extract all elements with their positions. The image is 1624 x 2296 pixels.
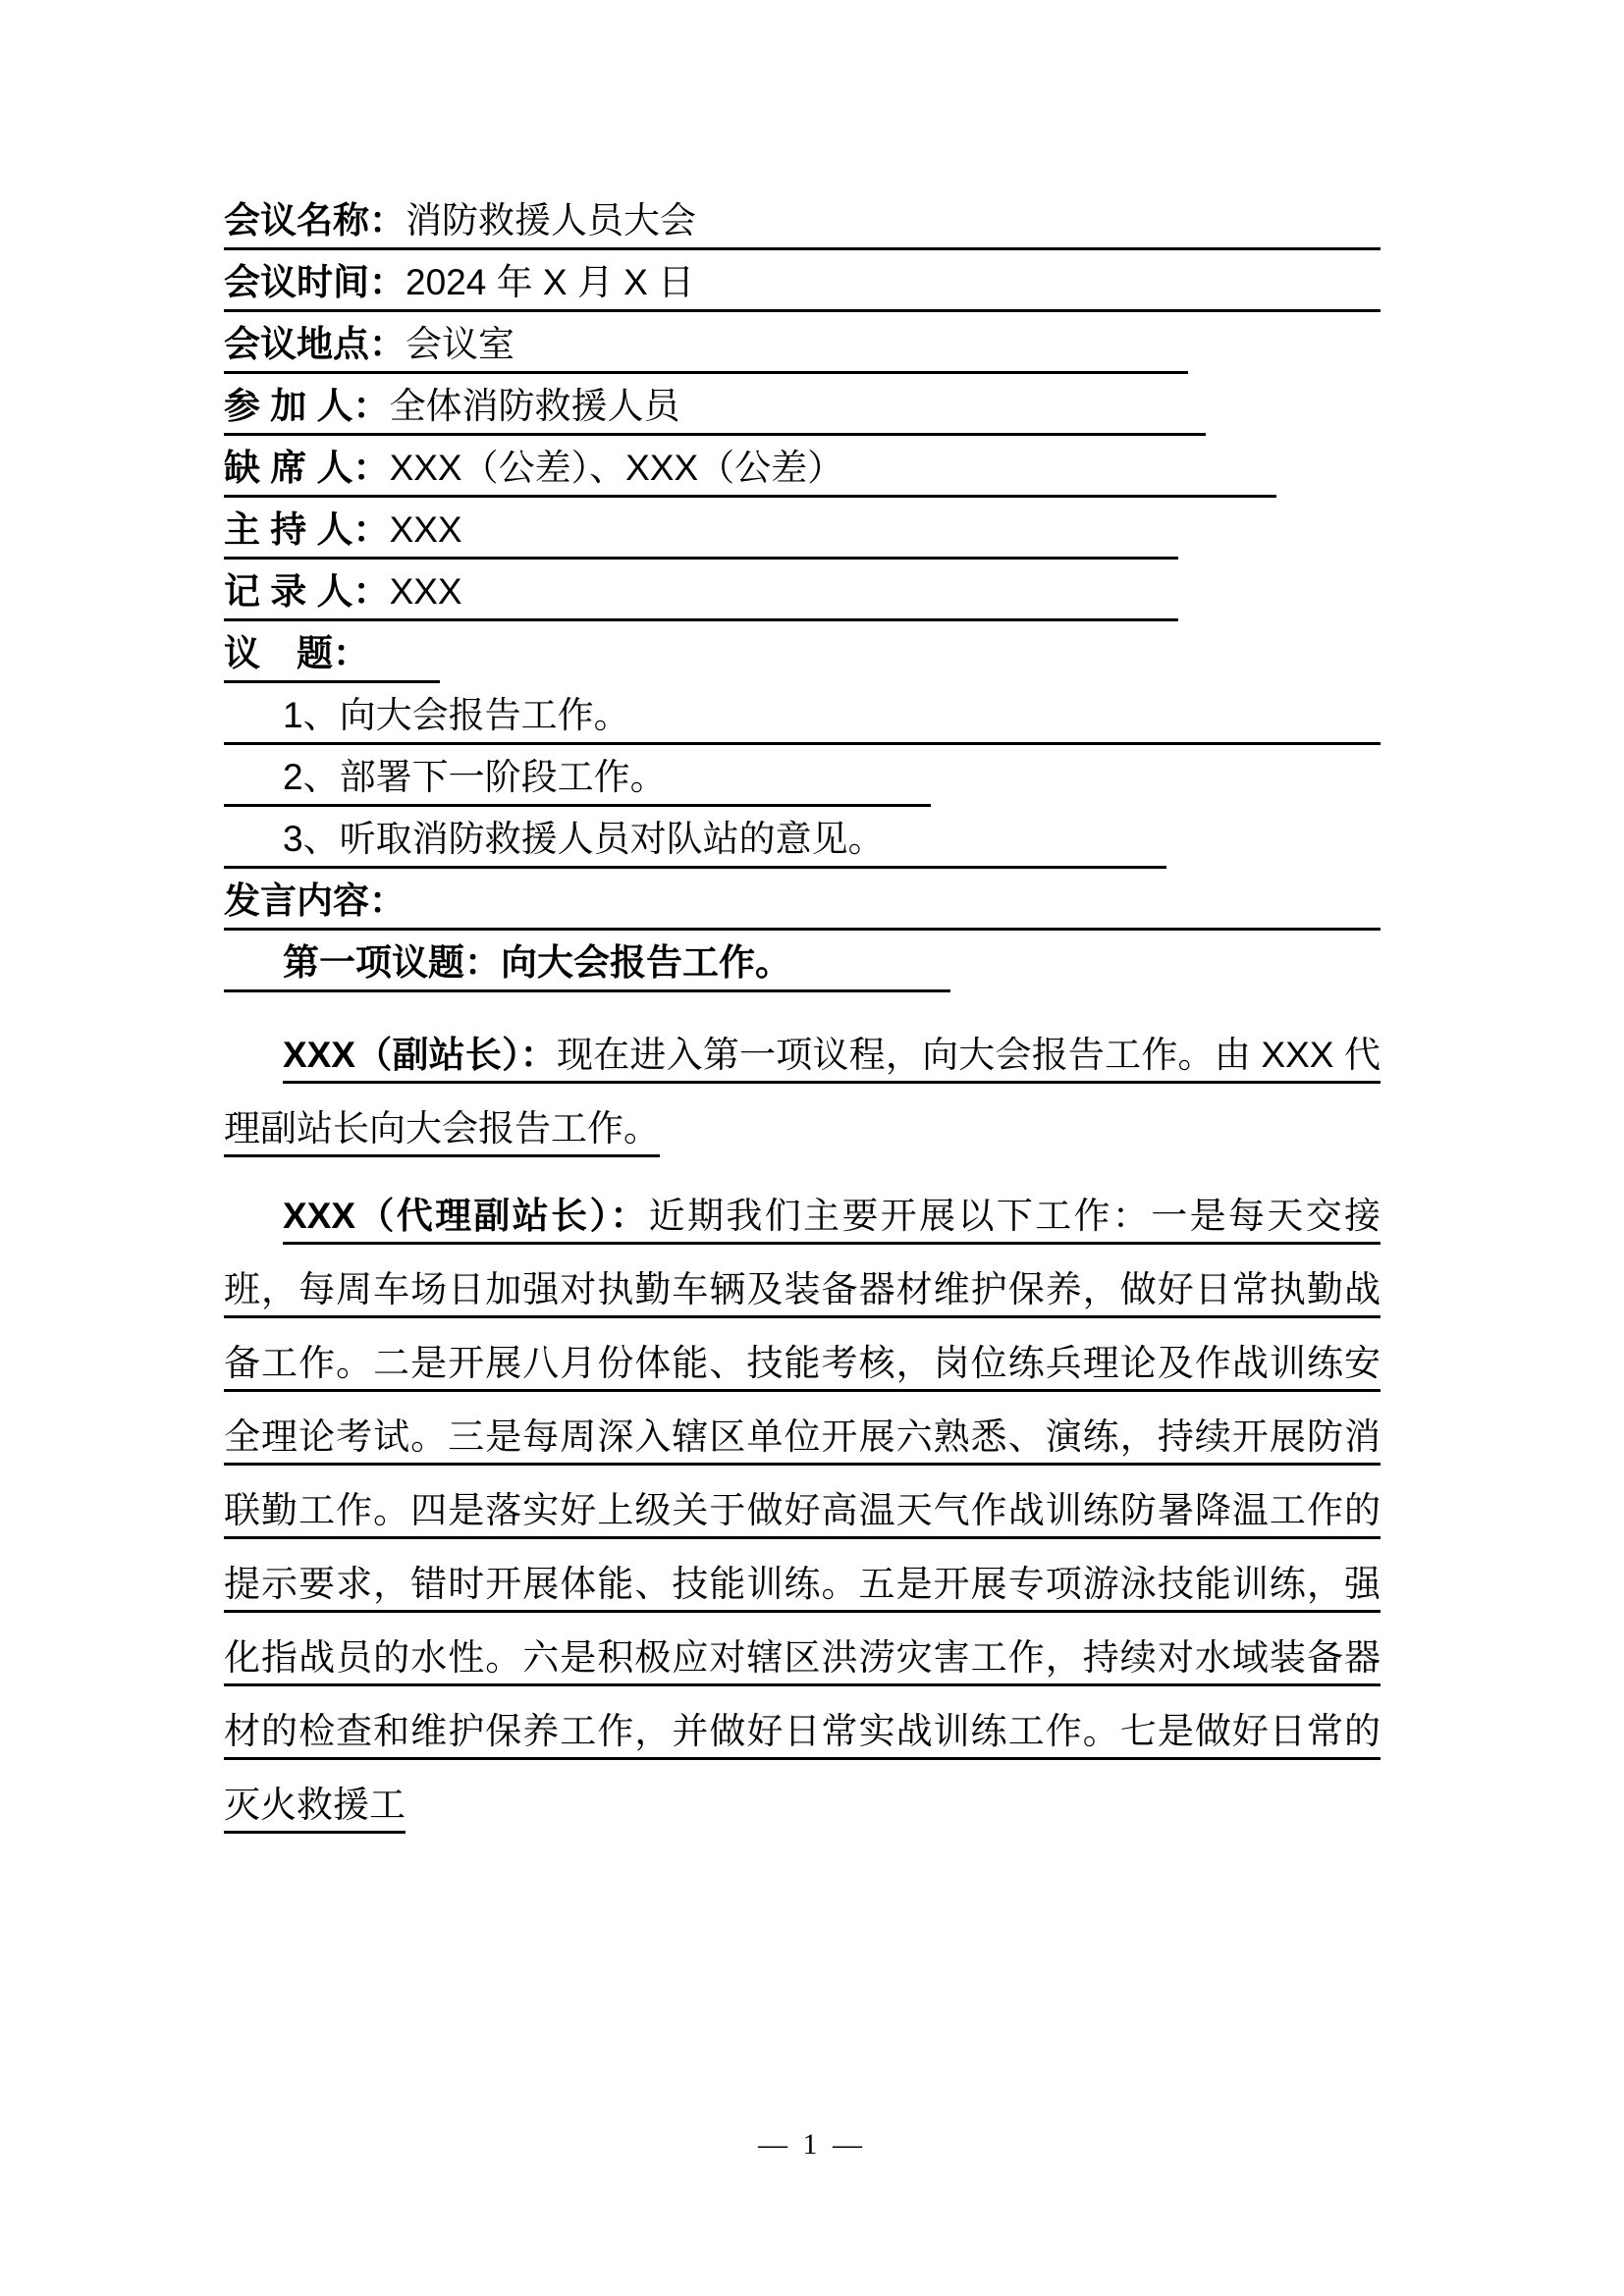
agenda-item-underline <box>224 697 1380 745</box>
speech-text: 现在进入第一项议程，向大会报告工作。由 XXX 代理副站长向大会报告工作。 <box>224 1035 1380 1148</box>
field-underline <box>224 573 1178 621</box>
field-attendees <box>224 388 1451 436</box>
field-value: 2024 年 X 月 X 日 <box>406 262 695 302</box>
speech-text: 近期我们主要开展以下工作：一是每天交接班，每周车场日加强对执勤车辆及装备器材维护保养，做好日常执勤战备工作。二是开展八月份体能、技能考核，岗位练兵理论及作战训练安全理论考试。三是每周深入辖区单位开展六熟悉、演练，持续开展防消联勤工作。四是落实好上级关于做好高温天气作战训练防暑降温工作的提示要求，错时开展体能、技能训练。五是开展专项游泳技能训练，强化指战员的水性。六是积极应对辖区洪涝灾害工作，持续对水域装备器材的检查和维护保养工作，并做好日常实战训练工作。七是做好日常的灭火救援工 <box>224 1196 1380 1825</box>
document-content <box>224 202 1451 1842</box>
agenda-heading-label: 议 题： <box>224 633 369 673</box>
field-label: 会议名称： <box>224 200 406 240</box>
speech-speaker: XXX（代理副站长）： <box>283 1196 649 1236</box>
field-underline <box>224 450 1276 498</box>
agenda-item-underline <box>224 759 931 807</box>
page-number: — 1 — <box>758 2128 866 2161</box>
agenda-item-text: 1、向大会报告工作。 <box>283 695 630 735</box>
field-underline <box>224 264 1380 312</box>
field-label: 缺 席 人： <box>224 448 390 488</box>
speech-speaker: XXX（副站长）： <box>283 1035 557 1075</box>
field-label: 主 持 人： <box>224 509 390 550</box>
spacer <box>224 1165 1451 1179</box>
agenda-item-text: 2、部署下一阶段工作。 <box>283 757 667 797</box>
field-host <box>224 511 1451 560</box>
speech-entry <box>224 1179 1380 1842</box>
field-meeting-time <box>224 264 1451 312</box>
agenda-item <box>224 759 1451 807</box>
field-value: 全体消防救援人员 <box>389 386 680 426</box>
agenda-heading <box>224 635 1451 683</box>
field-value: 会议室 <box>406 324 514 364</box>
field-label: 会议地点： <box>224 324 406 364</box>
field-value: XXX <box>389 509 462 550</box>
field-absentees <box>224 450 1451 498</box>
speech-topic-heading <box>224 944 1451 992</box>
field-value: XXX <box>389 571 462 612</box>
agenda-item <box>224 697 1451 745</box>
field-underline <box>224 326 1188 374</box>
field-recorder <box>224 573 1451 621</box>
spacer <box>224 1006 1451 1018</box>
field-underline <box>224 202 1380 250</box>
field-value: XXX（公差）、XXX（公差） <box>389 448 844 488</box>
page-footer <box>0 2128 1624 2162</box>
agenda-item-text: 3、听取消防救援人员对队站的意见。 <box>283 819 885 859</box>
agenda-item-underline <box>224 821 1166 869</box>
field-value: 消防救援人员大会 <box>406 200 696 240</box>
field-label: 参 加 人： <box>224 386 390 426</box>
agenda-heading-underline <box>224 635 440 683</box>
field-label: 会议时间： <box>224 262 406 302</box>
speech-heading-underline <box>224 882 1380 931</box>
speech-heading-label: 发言内容： <box>224 881 406 921</box>
field-label: 记 录 人： <box>224 571 390 612</box>
speech-topic-label: 第一项议题：向大会报告工作。 <box>283 942 791 983</box>
speech-content-heading <box>224 882 1451 931</box>
field-underline <box>224 388 1206 436</box>
speech-topic-underline <box>224 944 950 992</box>
speech-entry <box>224 1018 1380 1165</box>
field-underline <box>224 511 1178 560</box>
field-meeting-name <box>224 202 1451 250</box>
field-meeting-location <box>224 326 1451 374</box>
agenda-item <box>224 821 1451 869</box>
